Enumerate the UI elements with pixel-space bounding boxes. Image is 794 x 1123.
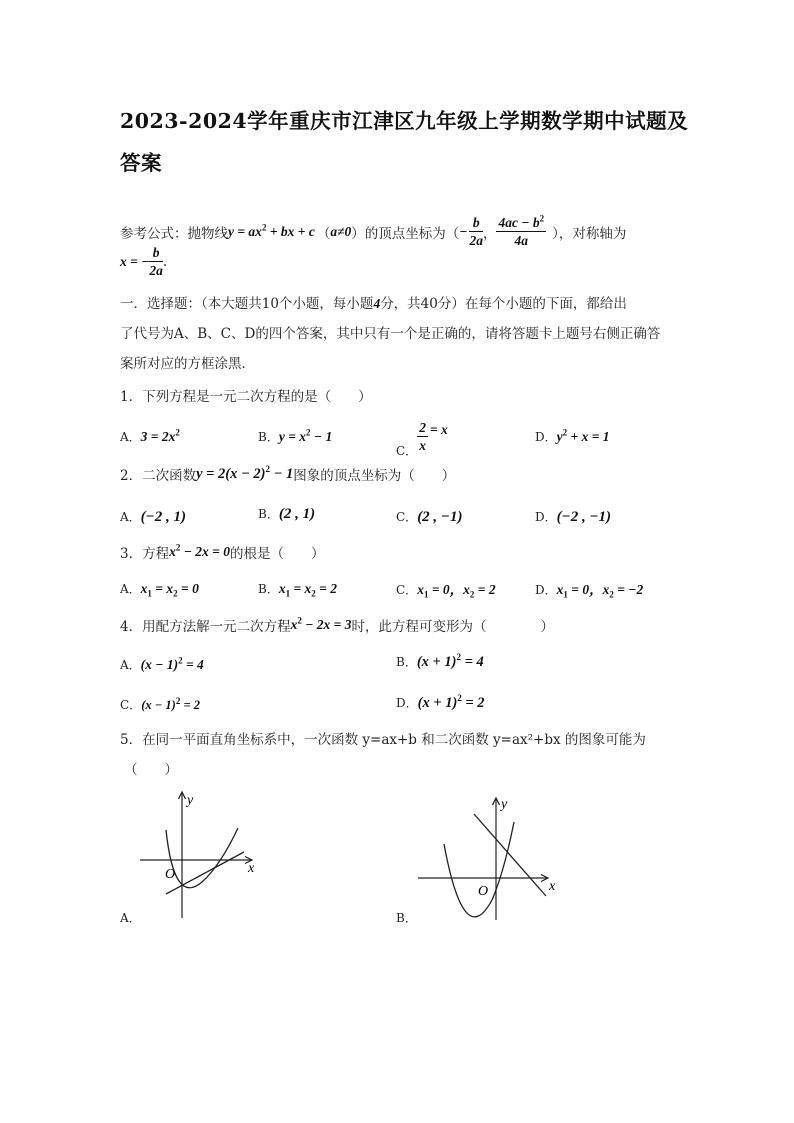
formula-cond-close: ）的顶点坐标为（ (351, 225, 460, 242)
q4-d-math: $(x + 1)^2 = 2$ (417, 693, 485, 711)
vertex-y-num: $4ac - b^2$ (498, 213, 545, 230)
axis-fraction (149, 244, 163, 279)
q1-option-a[interactable] (120, 428, 180, 445)
y-axis-label: y (501, 797, 508, 812)
q5-graph-b[interactable] (414, 792, 564, 924)
q5-option-b-label[interactable]: B． (396, 911, 417, 925)
q2-b-math: (2 , 1) (278, 506, 316, 522)
q3-stem-post: 的根是（ ） (229, 546, 325, 562)
q4-option-a[interactable] (120, 654, 204, 673)
origin-label: O (478, 884, 489, 899)
option-label: A． (120, 582, 141, 596)
q4-option-d[interactable] (396, 692, 485, 712)
section-line-2: 了代号为A、B、C、D的四个答案，其中只有一个是正确的，请将答题卡上题号右侧正确答 (120, 326, 661, 342)
q2-option-c[interactable] (396, 506, 463, 526)
q1-a-math: $3 = 2x^2$ (140, 427, 180, 444)
q1-b-math: $y = x^2 - 1$ (278, 427, 333, 444)
parabola-curve (444, 822, 514, 917)
q3-option-d[interactable] (535, 578, 643, 598)
section-line1b-text: 分，共40分）在每个小题的下面，都给出 (380, 296, 627, 312)
vertex-y-den: 4a (514, 233, 529, 248)
q3-equation: $x^2 - 2x = 0$ (169, 542, 230, 559)
option-label: D． (535, 430, 557, 444)
question-1-stem: 1．下列方程是一元二次方程的是（ ） (120, 389, 372, 405)
option-label: B． (258, 582, 279, 596)
q3-option-a[interactable] (120, 578, 199, 597)
q2-option-a[interactable] (120, 506, 186, 526)
vertex-x-fraction (469, 214, 483, 249)
parabola-curve (166, 828, 238, 888)
option-label: C． (396, 583, 418, 597)
option-label: A． (120, 658, 141, 672)
option-label: B． (258, 430, 279, 444)
y-axis-label: y (187, 793, 194, 808)
formula-suffix: ），对称轴为 (552, 225, 627, 242)
axis-lhs: x = − (120, 253, 150, 269)
option-label: A． (120, 430, 141, 444)
q3-option-c[interactable] (396, 578, 496, 598)
q2-stem-pre: 2．二次函数 (120, 468, 197, 484)
parabola-equation: $y = ax^2$ + bx + c (228, 222, 315, 239)
question-5-paren: （ ） (124, 762, 178, 778)
section-four: 4 (373, 296, 381, 311)
axis-num: b (149, 244, 163, 262)
question-4-stem (120, 615, 554, 635)
q5-option-a-label[interactable]: A． (120, 911, 141, 925)
q3-a-math: $x_1 = x_2 = 0$ (140, 581, 199, 599)
q4-option-b[interactable] (396, 651, 484, 671)
option-label: D． (535, 583, 557, 597)
option-label: D． (535, 510, 557, 524)
q2-stem-post: 图象的顶点坐标为（ ） (293, 468, 456, 484)
q1-c-fraction (417, 419, 428, 454)
axis-den: 2a (149, 263, 163, 278)
section-line1-text: 一．选择题：（本大题共10个小题，每小题 (120, 296, 374, 312)
question-3-stem (120, 542, 324, 562)
q1-d-math: $y^2 + x = 1$ (556, 427, 610, 444)
q5-graph-a[interactable] (136, 786, 266, 926)
origin-label: O (165, 867, 176, 882)
q2-function: $y = 2(x - 2)^2 - 1$ (196, 463, 294, 482)
x-axis-label: x (549, 879, 556, 894)
q3-b-math: $x_1 = x_2 = 2$ (278, 581, 337, 599)
q1-option-b[interactable] (258, 428, 332, 445)
option-label: D． (396, 696, 418, 710)
q4-c-math: $(x - 1)^2 = 2$ (141, 695, 200, 712)
page-title-line2: 答案 (120, 151, 162, 175)
formula-prefix: 参考公式：抛物线 (120, 225, 228, 242)
x-axis-label: x (248, 861, 255, 876)
q2-d-math: (−2 , −1) (556, 509, 612, 525)
axis-end: . (162, 253, 168, 270)
option-label: B． (258, 507, 279, 521)
q1-c-den: x (419, 438, 426, 453)
q2-a-math: (−2 , 1) (140, 509, 187, 525)
q4-a-math: $(x - 1)^2 = 4$ (140, 655, 204, 672)
option-label: C． (396, 510, 418, 524)
q3-d-math: $x_1 = 0$，$x_2 = -2$ (556, 582, 644, 600)
q3-option-b[interactable] (258, 578, 337, 597)
q4-stem-post: 时，此方程可变形为（ ） (351, 619, 554, 635)
q4-stem-pre: 4．用配方法解一元二次方程 (120, 619, 291, 635)
vertex-x-sign: − (459, 223, 468, 239)
question-2-stem (120, 464, 455, 484)
option-label: C． (396, 444, 418, 458)
section-line-3: 案所对应的方框涂黑． (120, 356, 255, 372)
vertex-x-num: b (469, 214, 483, 232)
vertex-x-den: 2a (469, 233, 483, 248)
page-title: 2023-2024学年重庆市江津区九年级上学期数学期中试题及 (120, 109, 689, 133)
q3-c-math: $x_1 = 0$，$x_2 = 2$ (417, 582, 496, 600)
q2-option-d[interactable] (535, 506, 611, 526)
option-label: C． (120, 698, 142, 712)
q1-c-num: 2 (419, 420, 426, 435)
q4-equation: $x^2 - 2x = 3$ (290, 615, 352, 632)
q3-stem-pre: 3．方程 (120, 546, 170, 562)
vertex-comma: ， (482, 225, 497, 242)
line-graph (166, 852, 244, 894)
condition-a: a≠0 (330, 223, 352, 239)
q1-option-d[interactable] (535, 428, 610, 445)
section-line-1 (120, 292, 627, 312)
option-label: B． (396, 655, 417, 669)
axis-formula (120, 244, 167, 279)
vertex-y-fraction (496, 214, 546, 249)
q4-option-c[interactable] (120, 694, 200, 713)
q1-option-c[interactable] (396, 414, 448, 459)
q2-c-math: (2 , −1) (417, 509, 463, 525)
option-label: A． (120, 510, 141, 524)
question-5-stem: 5．在同一平面直角坐标系中，一次函数 y=ax+b 和二次函数 y=ax²+bx 的图象可能为 (120, 732, 646, 748)
q4-b-math: $(x + 1)^2 = 4$ (416, 652, 484, 670)
q2-option-b[interactable] (258, 503, 315, 523)
q1-c-rhs: = x (429, 421, 448, 437)
formula-note (120, 214, 626, 249)
formula-cond-open: （ (316, 225, 331, 242)
